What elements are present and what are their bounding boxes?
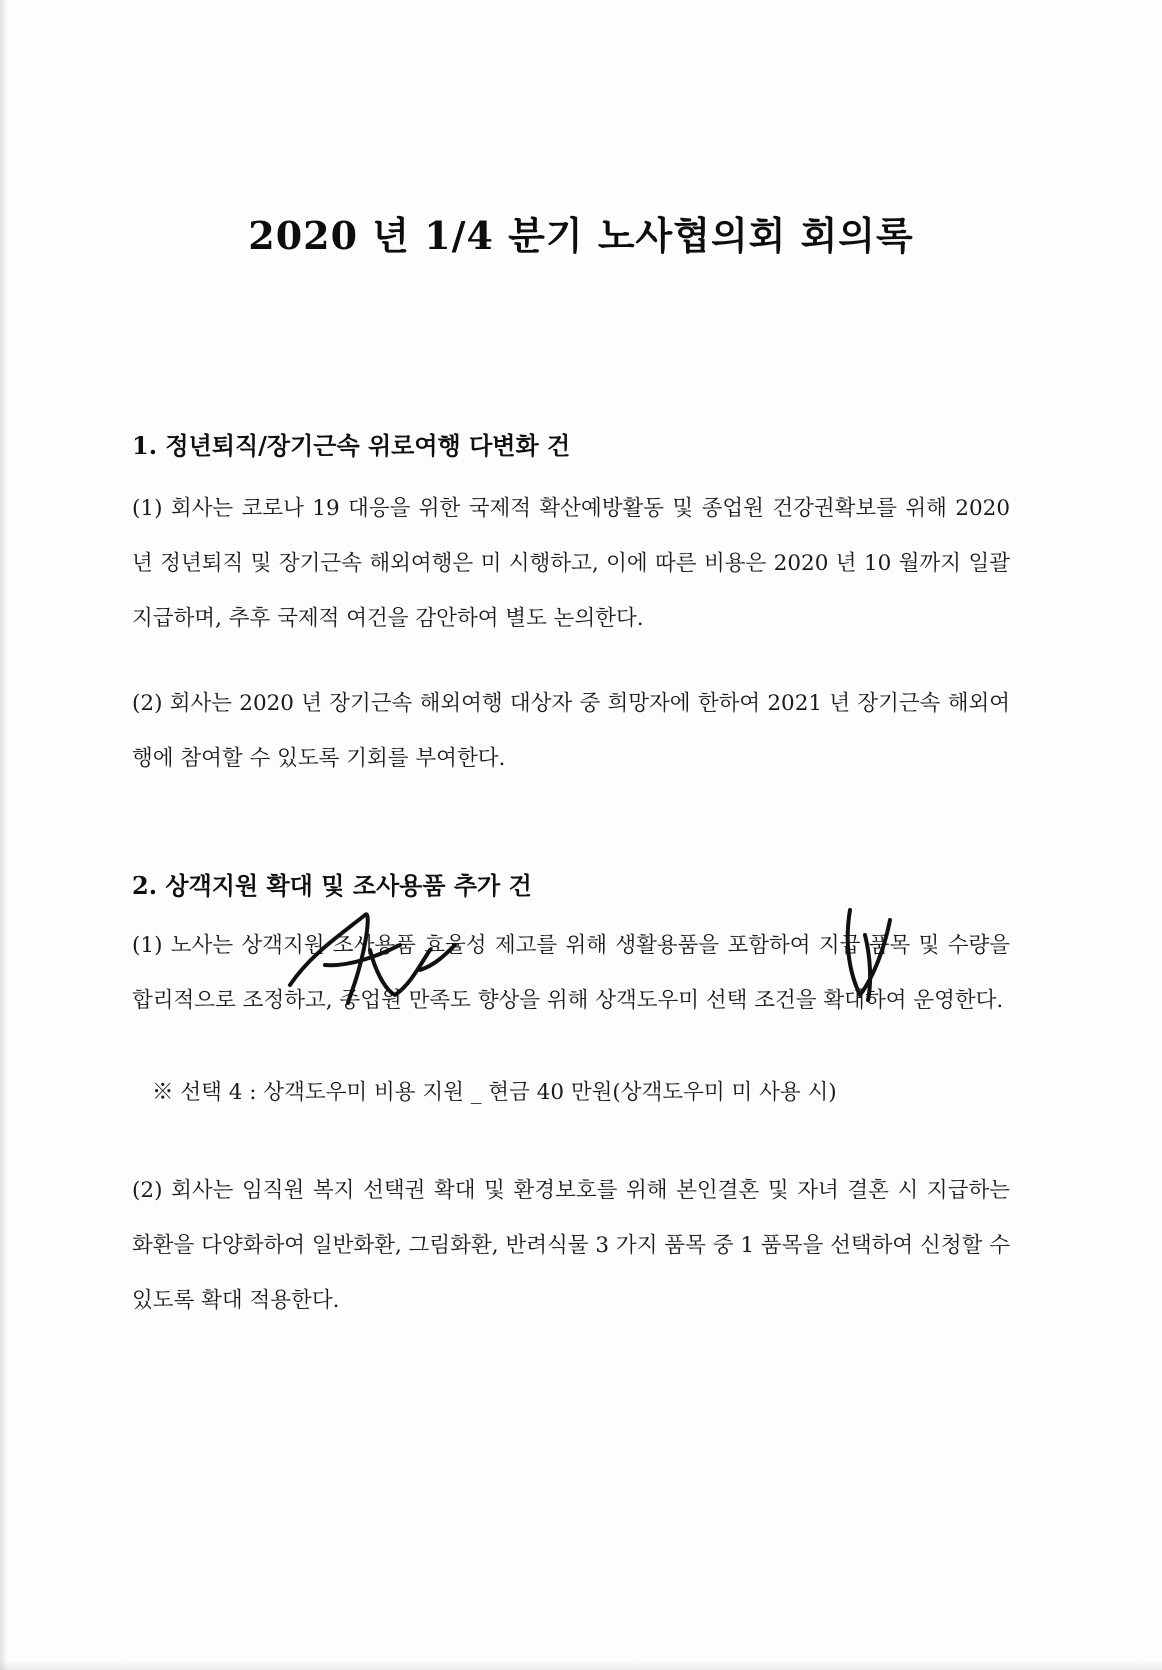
section-2-paragraph-1: (1) 노사는 상객지원 조사용품 효율성 제고를 위해 생활용품을 포함하여 지급 품목 및 수량을 합리적으로 조정하고, 종업원 만족도 향상을 위해 상객도우미 선택 조건을 확대하여 운영한다. bbox=[132, 933, 1010, 1013]
section-1-paragraph-2: (2) 회사는 2020 년 장기근속 해외여행 대상자 중 희망자에 한하여 2021 년 장기근속 해외여행에 참여할 수 있도록 기회를 부여한다. bbox=[132, 691, 1010, 771]
document-title: 2020 년 1/4 분기 노사협의회 회의록 bbox=[248, 213, 914, 258]
section-1-paragraph-1: (1) 회사는 코로나 19 대응을 위한 국제적 확산예방활동 및 종업원 건강권확보를 위해 2020 년 정년퇴직 및 장기근속 해외여행은 미 시행하고, 이에 따른 비용은 2020 년 10 월까지 일괄 지급하며, 추후 국제적 여건을 감안하여 별도 논의한다. bbox=[132, 496, 1010, 631]
scan-edge-shadow-bottom bbox=[0, 1660, 1162, 1670]
section-1-heading: 1. 정년퇴직/장기근속 위로여행 다변화 건 bbox=[132, 431, 571, 460]
section-2-paragraph-2: (2) 회사는 임직원 복지 선택권 확대 및 환경보호를 위해 본인결혼 및 자녀 결혼 시 지급하는 화환을 다양화하여 일반화환, 그림화환, 반려식물 3 가지 품목 중 1 품목을 선택하여 신청할 수 있도록 확대 적용한다. bbox=[132, 1178, 1010, 1313]
section-2-note: ※ 선택 4 : 상객도우미 비용 지원 _ 현금 40 만원(상객도우미 미 사용 시) bbox=[152, 1080, 837, 1105]
section-2-heading: 2. 상객지원 확대 및 조사용품 추가 건 bbox=[132, 871, 532, 900]
